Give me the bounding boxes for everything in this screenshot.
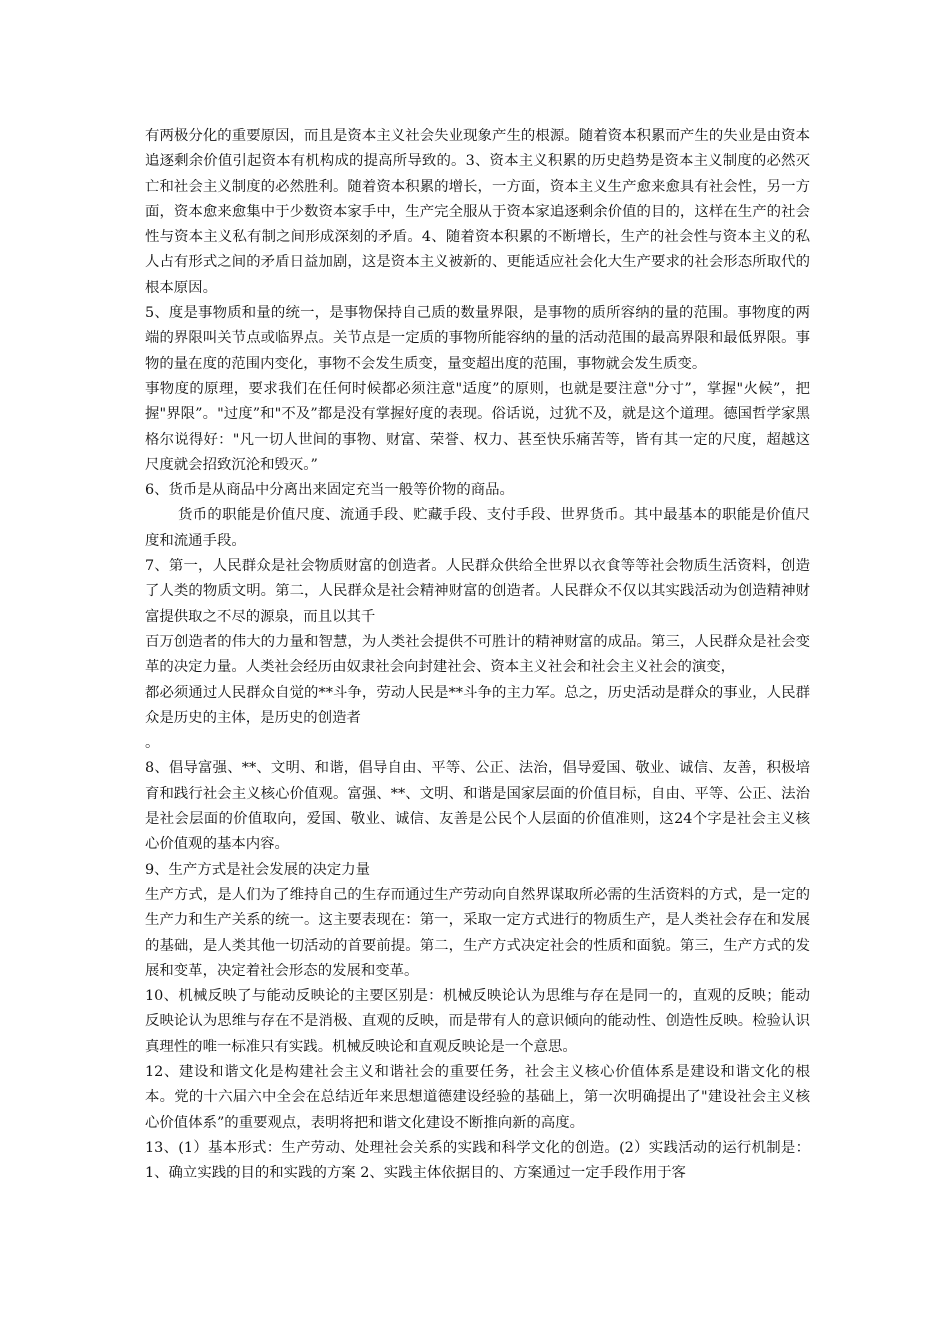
document-page	[145, 124, 810, 1186]
paragraph-masses-part3: 都必须通过人民群众自觉的**斗争，劳动人民是**斗争的主力军。总之，历史活动是群众的事业，人民群众是历史的主体，是历史的创造者	[145, 684, 810, 726]
paragraph-reflection-theory: 10、机械反映了与能动反映论的主要区别是：机械反映论认为思维与存在是同一的，直观的反映；能动反映论认为思维与存在不是消极、直观的反映，而是带有人的意识倾向的能动性、创造性反映。检验认识真理性的唯一标准只有实践。机械反映论和直观反映论是一个意思。	[145, 988, 810, 1055]
paragraph-core-values: 8、倡导富强、**、文明、和谐，倡导自由、平等、公正、法治，倡导爱国、敬业、诚信、友善，积极培育和践行社会主义核心价值观。富强、**、文明、和谐是国家层面的价值目标，自由、平等、公正、法治是社会层面的价值取向，爱国、敬业、诚信、友善是公民个人层面的价值准则，这24个字是社会主义核心价值观的基本内容。	[145, 760, 810, 853]
paragraph-harmonious-culture: 12、建设和谐文化是构建社会主义和谐社会的重要任务，社会主义核心价值体系是建设和谐文化的根本。党的十六届六中全会在总结近年来思想道德建设经验的基础上，第一次明确提出了"建设社会主义核心价值体系”的重要观点，表明将把和谐文化建设不断推向新的高度。	[145, 1063, 810, 1131]
paragraph-capital-accumulation: 有两极分化的重要原因，而且是资本主义社会失业现象产生的根源。随着资本积累而产生的失业是由资本追逐剩余价值引起资本有机构成的提高所导致的。3、资本主义积累的历史趋势是资本主义制度的必然灭亡和社会主义制度的必然胜利。随着资本积累的增长，一方面，资本主义生产愈来愈具有社会性，另一方面，资本愈来愈集中于少数资本家手中，生产完全服从于资本家追逐剩余价值的目的，这样在生产的社会性与资本主义私有制之间形成深刻的矛盾。4、随着资本积累的不断增长，生产的社会性与资本主义的私人占有形式之间的矛盾日益加剧，这是资本主义被新的、更能适应社会化大生产要求的社会形态所取代的根本原因。	[145, 128, 810, 296]
paragraph-degree-principle: 事物度的原理，要求我们在任何时候都必须注意"适度”的原则，也就是要注意"分寸”，掌握"火候”，把握"界限”。"过度”和"不及”都是没有掌握好度的表现。俗话说，过犹不及，就是这个道理。德国哲学家黑格尔说得好："凡一切人世间的事物、财富、荣誉、权力、甚至快乐痛苦等，皆有其一定的尺度，超越这尺度就会招致沉沦和毁灭。”	[145, 380, 810, 473]
paragraph-currency-functions: 货币的职能是价值尺度、流通手段、贮藏手段、支付手段、世界货币。其中最基本的职能是价值尺度和流通手段。	[145, 507, 810, 549]
paragraph-mode-of-production: 生产方式，是人们为了维持自己的生存而通过生产劳动向自然界谋取所必需的生活资料的方式，是一定的生产力和生产关系的统一。这主要表现在：第一，采取一定方式进行的物质生产，是人类社会存在和发展的基础，是人类其他一切活动的首要前提。第二，生产方式决定社会的性质和面貌。第三，生产方式的发展和变革，决定着社会形态的发展和变革。	[145, 886, 810, 979]
paragraph-degree: 5、度是事物质和量的统一，是事物保持自己质的数量界限，是事物的质所容纳的量的范围。事物度的两端的界限叫关节点或临界点。关节点是一定质的事物所能容纳的量的活动范围的最高界限和最低界限。事物的量在度的范围内变化，事物不会发生质变，量变超出度的范围，事物就会发生质变。	[145, 305, 810, 372]
paragraph-period: 。	[145, 735, 160, 752]
paragraph-practice: 13、(1）基本形式：生产劳动、处理社会关系的实践和科学文化的创造。(2）实践活动的运行机制是：1、确立实践的目的和实践的方案 2、实践主体依据目的、方案通过一定手段作用于客	[145, 1139, 810, 1182]
paragraph-masses-part1: 7、第一，人民群众是社会物质财富的创造者。人民群众供给全世界以衣食等等社会物质生活资料，创造了人类的物质文明。第二，人民群众是社会精神财富的创造者。人民群众不仅以其实践活动为创造精神财富提供取之不尽的源泉，而且以其千	[145, 558, 810, 625]
paragraph-masses-part2: 百万创造者的伟大的力量和智慧，为人类社会提供不可胜计的精神财富的成品。第三，人民群众是社会变革的决定力量。人类社会经历由奴隶社会向封建社会、资本主义社会和社会主义社会的演变，	[145, 633, 810, 676]
paragraph-currency: 6、货币是从商品中分离出来固定充当一般等价物的商品。	[145, 482, 514, 499]
paragraph-mode-of-production-heading: 9、生产方式是社会发展的决定力量	[145, 861, 371, 878]
